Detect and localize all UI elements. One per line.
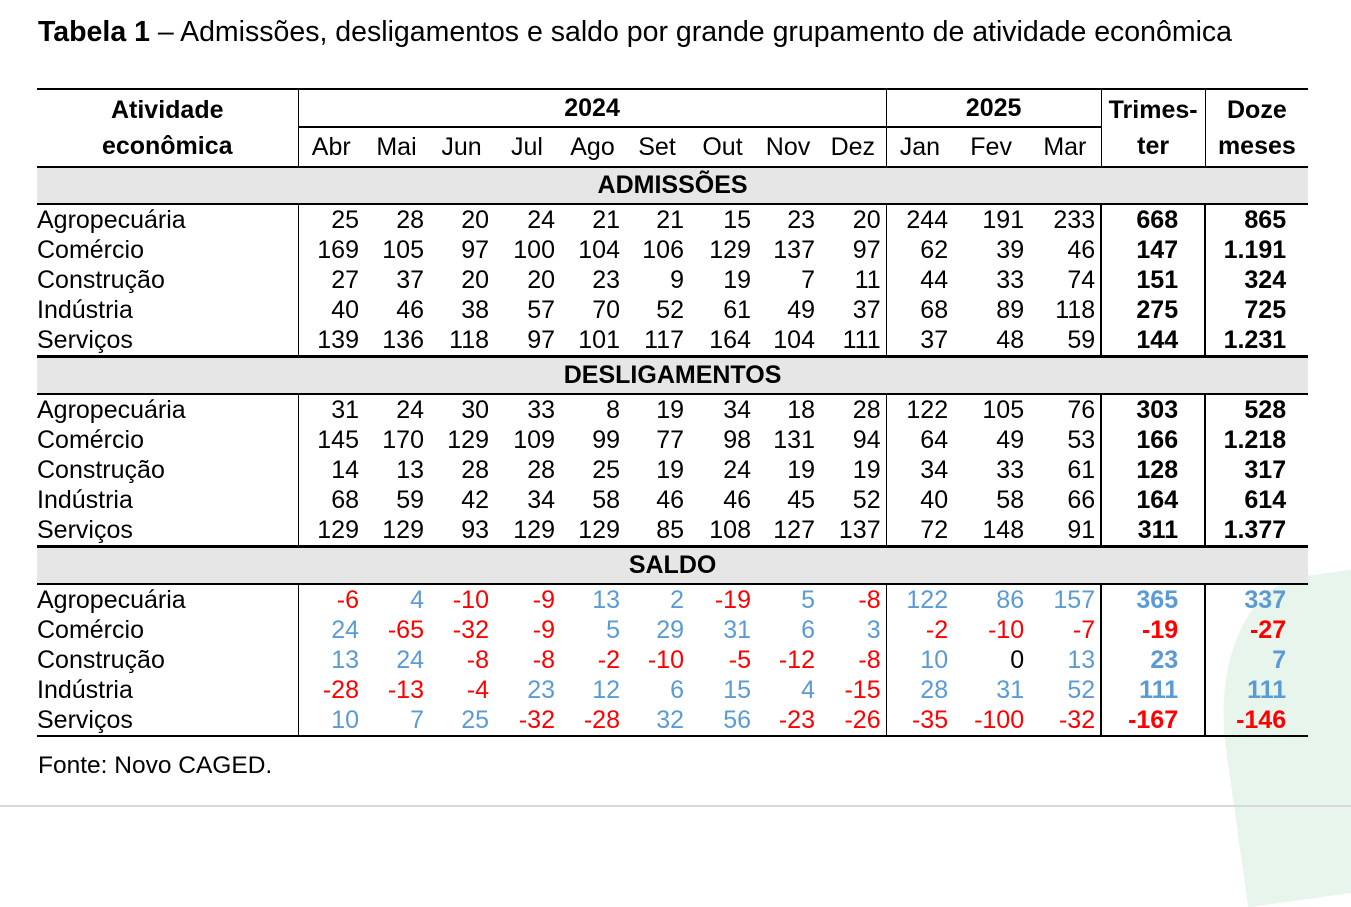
value-cell: 97 [461,236,489,264]
value-cell: 105 [382,236,424,264]
twelve-months-cell: 1.377 [1205,515,1308,547]
table-caption [38,16,1308,49]
value-cell: -32 [1058,706,1096,734]
value-cell: -23 [778,706,815,734]
value-cell: 37 [886,325,953,357]
row-label: Serviços [37,516,133,544]
value-cell: 19 [656,456,684,484]
value-cell: 111 [842,326,881,354]
value-cell: 52 [656,296,684,324]
month-header: Ago [570,133,615,161]
value-cell: 58 [592,486,620,514]
value-cell: 19 [852,456,881,484]
quarter-cell: 23 [1101,645,1205,675]
value-cell: 24 [396,646,424,674]
value-cell: 0 [1010,646,1025,674]
twelve-months-cell: 324 [1205,265,1308,295]
value-cell: 52 [1067,676,1096,704]
value-cell: 129 [578,516,620,544]
value-cell: 85 [656,516,684,544]
value-cell: 86 [996,586,1025,614]
value-cell: 136 [382,326,424,354]
value-cell: 97 [852,236,881,264]
value-cell: 46 [723,486,751,514]
value-cell: 74 [1067,266,1096,294]
value-cell: 137 [773,236,815,264]
table-row [37,675,1308,705]
value-cell: 91 [1067,516,1096,544]
quarter-cell: 166 [1101,425,1205,455]
table-row [37,615,1308,645]
value-cell: 118 [1055,296,1096,324]
twelve-months-cell: -27 [1205,615,1308,645]
value-cell: 5 [801,586,815,614]
twelve-months-cell: 865 [1205,204,1308,235]
quarter-cell: -19 [1101,615,1205,645]
value-cell: 117 [644,326,684,354]
value-cell: 48 [996,326,1025,354]
value-cell: -4 [466,676,489,704]
month-header: Jun [441,133,482,161]
value-cell: 38 [461,296,489,324]
row-label: Agropecuária [37,396,186,424]
value-cell: 49 [996,426,1025,454]
quarter-header: Trimes- ter [1101,89,1205,167]
twelve-months-cell: 1.191 [1205,235,1308,265]
value-cell: -100 [974,706,1025,734]
value-cell: 6 [801,616,815,644]
value-cell: 93 [461,516,489,544]
value-cell: 19 [723,266,751,294]
value-cell: 52 [852,486,881,514]
value-cell: 20 [461,206,489,234]
value-cell: 29 [656,616,684,644]
value-cell: 62 [886,235,953,265]
value-cell: 129 [447,426,489,454]
month-header: Set [638,133,676,161]
value-cell: -5 [728,646,751,674]
value-cell: -32 [452,616,489,644]
value-cell: 44 [886,265,953,295]
month-header: Dez [830,133,876,161]
section-title: ADMISSÕES [37,167,1308,204]
value-cell: -12 [778,646,815,674]
quarter-cell: 275 [1101,295,1205,325]
row-label: Comércio [37,236,144,264]
value-cell: -9 [532,586,555,614]
value-cell: -10 [452,586,489,614]
value-cell: 157 [1053,586,1096,614]
value-cell: 104 [578,236,620,264]
value-cell: 23 [787,206,815,234]
value-cell: 105 [982,396,1025,424]
value-cell: 12 [592,676,620,704]
value-cell: 45 [787,486,815,514]
value-cell: 34 [527,486,555,514]
value-cell: 13 [298,645,364,675]
table-row [37,325,1308,357]
value-cell: 131 [773,426,815,454]
value-cell: 23 [592,266,620,294]
twelve-months-cell: 337 [1205,584,1308,615]
row-label: Comércio [37,616,144,644]
table-row [37,295,1308,325]
value-cell: -9 [532,616,555,644]
quarter-cell: 147 [1101,235,1205,265]
value-cell: 13 [1067,646,1096,674]
value-cell: 33 [996,456,1025,484]
value-cell: 21 [656,206,684,234]
value-cell: 13 [396,456,424,484]
value-cell: 33 [527,396,555,424]
table-row [37,235,1308,265]
month-header: Out [702,133,743,161]
value-cell: -8 [466,646,489,674]
quarter-cell: -167 [1101,705,1205,736]
value-cell: 37 [852,296,881,324]
value-cell: 28 [852,396,881,424]
twelve-months-cell: -146 [1205,705,1308,736]
value-cell: 97 [527,326,555,354]
value-cell: 5 [606,616,620,644]
value-cell: 14 [298,455,364,485]
value-cell: -19 [714,586,751,614]
value-cell: 28 [396,206,424,234]
value-cell: 21 [592,206,620,234]
value-cell: 34 [723,396,751,424]
row-label: Indústria [37,676,133,704]
value-cell: 20 [461,266,489,294]
value-cell: 31 [298,394,364,425]
section-title: DESLIGAMENTOS [37,357,1308,395]
value-cell: 15 [723,676,751,704]
value-cell: 39 [996,236,1025,264]
activity-header: Atividade econômica [101,96,233,160]
value-cell: 42 [461,486,489,514]
value-cell: 10 [298,705,364,736]
twelve-months-cell: 1.218 [1205,425,1308,455]
quarter-cell: 128 [1101,455,1205,485]
value-cell: 169 [298,235,364,265]
caption-label: Tabela 1 [38,16,150,48]
value-cell: 11 [854,266,881,294]
table-row [37,425,1308,455]
value-cell: 53 [1067,426,1096,454]
value-cell: 24 [723,456,751,484]
value-cell: 64 [886,425,953,455]
value-cell: 76 [1067,396,1096,424]
value-cell: 191 [982,206,1025,234]
value-cell: 170 [382,426,424,454]
value-cell: -15 [844,676,881,704]
value-cell: 4 [410,586,424,614]
row-label: Construção [37,646,165,674]
value-cell: -6 [298,584,364,615]
year-2024-header: 2024 [298,89,886,127]
row-label: Serviços [37,706,133,734]
value-cell: 24 [527,206,555,234]
twelve-months-cell: 528 [1205,394,1308,425]
row-label: Indústria [37,296,133,324]
row-label: Construção [37,456,165,484]
caption-text: – Admissões, desligamentos e saldo por grande grupamento de atividade econômica [149,16,1233,48]
value-cell: 101 [578,326,620,354]
value-cell: -28 [583,706,620,734]
value-cell: 32 [656,706,684,734]
row-label: Serviços [37,326,133,354]
value-cell: 2 [670,586,684,614]
value-cell: 89 [996,296,1025,324]
value-cell: -2 [597,646,620,674]
value-cell: -32 [518,706,555,734]
value-cell: 7 [410,706,424,734]
section-title: SALDO [37,547,1308,585]
value-cell: -8 [858,646,881,674]
twelve-months-cell: 725 [1205,295,1308,325]
value-cell: -7 [1072,616,1096,644]
month-header: Nov [765,133,811,161]
value-cell: 118 [449,326,489,354]
table-row [37,394,1308,425]
value-cell: 56 [723,706,751,734]
value-cell: 129 [298,515,364,547]
month-header: Abr [298,127,364,167]
value-cell: 23 [527,676,555,704]
value-cell: 127 [773,516,815,544]
value-cell: 66 [1067,486,1096,514]
value-cell: 59 [396,486,424,514]
value-cell: 129 [382,516,424,544]
table-row [37,515,1308,547]
value-cell: 13 [592,586,620,614]
value-cell: 10 [886,645,953,675]
value-cell: 68 [298,485,364,515]
twelve-months-cell: 1.231 [1205,325,1308,357]
value-cell: 15 [723,206,751,234]
value-cell: 28 [527,456,555,484]
twelve-months-cell: 614 [1205,485,1308,515]
value-cell: 109 [513,426,555,454]
month-header: Mar [1043,133,1087,161]
value-cell: 104 [773,326,815,354]
value-cell: 33 [996,266,1025,294]
quarter-cell: 151 [1101,265,1205,295]
value-cell: 145 [298,425,364,455]
value-cell: 233 [1053,206,1096,234]
value-cell: 4 [801,676,815,704]
month-header: Jul [511,133,543,161]
value-cell: -65 [387,616,424,644]
table-row [37,584,1308,615]
value-cell: 46 [656,486,684,514]
value-cell: 164 [709,326,751,354]
quarter-cell: 111 [1101,675,1205,705]
row-label: Indústria [37,486,133,514]
value-cell: 6 [670,676,684,704]
table-row [37,204,1308,235]
value-cell: 129 [709,236,751,264]
value-cell: 148 [982,516,1025,544]
value-cell: 122 [886,394,953,425]
value-cell: -8 [532,646,555,674]
table-row [37,265,1308,295]
value-cell: 70 [592,296,620,324]
value-cell: 49 [787,296,815,324]
value-cell: -26 [844,706,881,734]
value-cell: -28 [298,675,364,705]
table-row [37,455,1308,485]
source-note: Fonte: Novo CAGED. [38,752,273,779]
value-cell: 40 [298,295,364,325]
value-cell: 8 [606,396,620,424]
value-cell: 34 [886,455,953,485]
quarter-cell: 311 [1101,515,1205,547]
value-cell: 137 [838,516,881,544]
row-label: Comércio [37,426,144,454]
quarter-cell: 144 [1101,325,1205,357]
value-cell: 129 [513,516,555,544]
value-cell: 98 [723,426,751,454]
row-label: Construção [37,266,165,294]
value-cell: 18 [787,396,815,424]
value-cell: 94 [852,426,881,454]
value-cell: 46 [1067,236,1096,264]
row-label: Agropecuária [37,206,186,234]
value-cell: 24 [396,396,424,424]
quarter-cell: 668 [1101,204,1205,235]
twelve-months-cell: 111 [1205,675,1308,705]
value-cell: 77 [656,426,684,454]
value-cell: 244 [886,204,953,235]
value-cell: -10 [647,646,684,674]
value-cell: 20 [852,206,881,234]
data-table [37,88,1308,737]
value-cell: 99 [592,426,620,454]
twelve-months-cell: 7 [1205,645,1308,675]
value-cell: 19 [656,396,684,424]
value-cell: 61 [1067,456,1096,484]
value-cell: 25 [461,706,489,734]
table-row [37,705,1308,736]
value-cell: -8 [858,586,881,614]
table-row [37,485,1308,515]
value-cell: 3 [866,616,881,644]
value-cell: 25 [298,204,364,235]
value-cell: 7 [801,266,815,294]
value-cell: 28 [461,456,489,484]
value-cell: 59 [1067,326,1096,354]
value-cell: 28 [886,675,953,705]
value-cell: 31 [723,616,751,644]
value-cell: 68 [886,295,953,325]
value-cell: 61 [723,296,751,324]
value-cell: 58 [996,486,1025,514]
value-cell: -2 [886,615,953,645]
value-cell: 30 [461,396,489,424]
value-cell: 139 [298,325,364,357]
value-cell: 108 [709,516,751,544]
row-label: Agropecuária [37,586,186,614]
value-cell: 9 [670,266,684,294]
table-row [37,645,1308,675]
value-cell: 46 [396,296,424,324]
value-cell: 106 [642,236,684,264]
value-cell: 122 [886,584,953,615]
value-cell: 57 [527,296,555,324]
value-cell: 40 [886,485,953,515]
value-cell: 37 [396,266,424,294]
value-cell: 100 [513,236,555,264]
quarter-cell: 164 [1101,485,1205,515]
month-header: Jan [886,127,953,167]
value-cell: 31 [996,676,1025,704]
value-cell: -10 [987,616,1025,644]
value-cell: 27 [298,265,364,295]
value-cell: 25 [592,456,620,484]
value-cell: 19 [787,456,815,484]
twelve-months-header: Doze meses [1205,89,1308,167]
month-header: Mai [376,133,417,161]
quarter-cell: 365 [1101,584,1205,615]
quarter-cell: 303 [1101,394,1205,425]
value-cell: -35 [886,705,953,736]
value-cell: 72 [886,515,953,547]
value-cell: 24 [298,615,364,645]
month-header: Fev [970,133,1012,161]
twelve-months-cell: 317 [1205,455,1308,485]
value-cell: -13 [387,676,424,704]
year-2025-header: 2025 [886,89,1101,127]
value-cell: 20 [527,266,555,294]
